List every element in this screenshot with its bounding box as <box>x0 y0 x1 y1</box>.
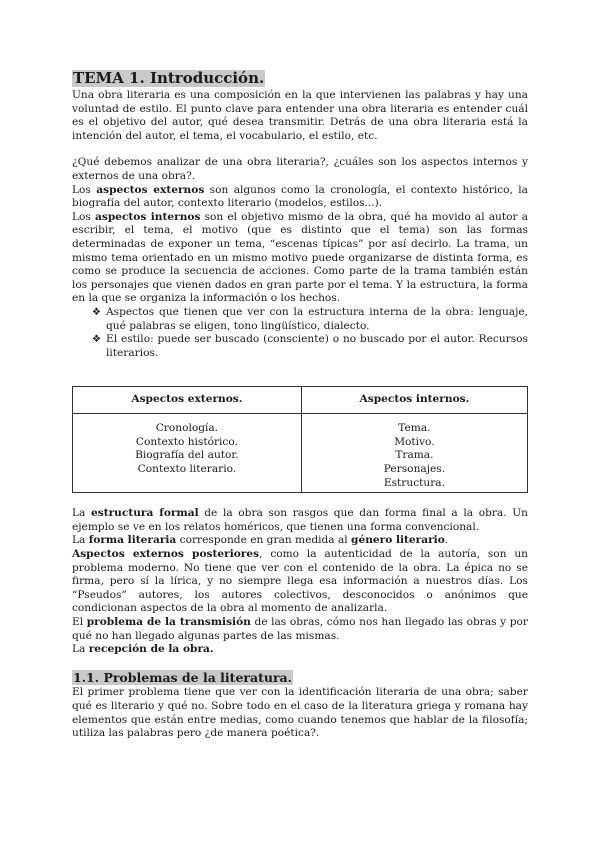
posteriores-paragraph: Aspectos externos posteriores, como la autenticidad de la autoría, son un problema moderno. No tiene que ver con el contenido de la obra. La épica no se firma, pero sí la lírica, y no siempre llega esa información a nuestros días. Los “Pseudos” autores, los autores colectivos, desconocidos o anónimos que condicionan aspectos de la obra al momento de analizarla. <box>72 548 528 615</box>
page-title: TEMA 1. Introducción. <box>73 69 265 87</box>
section-paragraph: El primer problema tiene que ver con la identificación literaria de una obra; saber qué es literario y qué no. Sobre todo en el caso de la literatura griega y romana hay elementos que están entre medias, como cuando tenemos que hablar de la filosofía; utiliza las palabras pero ¿de manera poética?. <box>72 686 528 740</box>
forma-paragraph: La forma literaria corresponde en gran medida al género literario. <box>72 534 449 547</box>
list-item: ❖ Aspectos que tienen que ver con la estructura interna de la obra: lenguaje, qué palabras se eligen, tono lingüístico, dialecto. <box>92 305 528 332</box>
externos-paragraph: Los aspectos externos son algunos como la cronología, el contexto histórico, la biografía del autor, contexto literario (modelos, estilos...). <box>72 183 528 210</box>
spacer <box>72 143 528 156</box>
bullet-list <box>72 306 528 360</box>
internos-paragraph: Los aspectos internos son el objetivo mismo de la obra, qué ha movido al autor a escribir, el tema, el motivo (que es distinto que el tema) son las formas determinadas de exponer un tema, “escenas típicas” por así decirlo. La trama, un mismo tema orientado en un mismo motivo puede organizarse de distinta forma, es como se produce la secuencia de acciones. Como parte de la trama también están los personajes que vienen dados en gran parte por el tema. Y la estructura, la forma en la que se organiza la información o los hechos. <box>72 210 528 305</box>
section-heading: 1.1. Problemas de la literatura. <box>73 669 292 685</box>
document-content <box>72 70 528 741</box>
aspects-table <box>72 386 528 493</box>
diamond-bullet-icon: ❖ <box>92 334 101 346</box>
intro-paragraph: Una obra literaria es una composición en la que intervienen las palabras y hay una voluntad de estilo. El punto clave para entender una obra literaria es entender cuál es el objetivo del autor, qué desea transmitir. Detrás de una obra literaria está la intención del autor, el tema, el vocabulario, el estilo, etc. <box>72 89 528 142</box>
diamond-bullet-icon: ❖ <box>92 306 101 318</box>
table-row <box>73 414 528 493</box>
table-header-internos: Aspectos internos. <box>301 387 527 414</box>
table-cell-internos: Tema. Motivo. Trama. Personajes. Estructura. <box>301 414 527 493</box>
internos-term: aspectos internos <box>94 210 201 223</box>
recepcion-paragraph: La recepción de la obra. <box>72 643 214 656</box>
externos-term: aspectos externos <box>96 183 205 196</box>
table-header-externos: Aspectos externos. <box>73 387 302 414</box>
table-header-row <box>73 387 528 414</box>
list-item: ❖ El estilo: puede ser buscado (consciente) o no buscado por el autor. Recursos literarios. <box>92 333 528 359</box>
spacer <box>72 657 528 670</box>
table-cell-externos: Cronología. Contexto histórico. Biografía del autor. Contexto literario. <box>73 414 302 493</box>
transmision-paragraph: El problema de la transmisión de las obras, cómo nos han llegado las obras y por qué no han llegado algunas partes de las mismas. <box>72 616 528 642</box>
question-paragraph: ¿Qué debemos analizar de una obra literaria?, ¿cuáles son los aspectos internos y externos de una obra?. <box>72 156 528 182</box>
estructura-paragraph: La estructura formal de la obra son rasgos que dan forma final a la obra. Un ejemplo se ve en los relatos homéricos, que tienen una forma convencional. <box>72 507 528 533</box>
